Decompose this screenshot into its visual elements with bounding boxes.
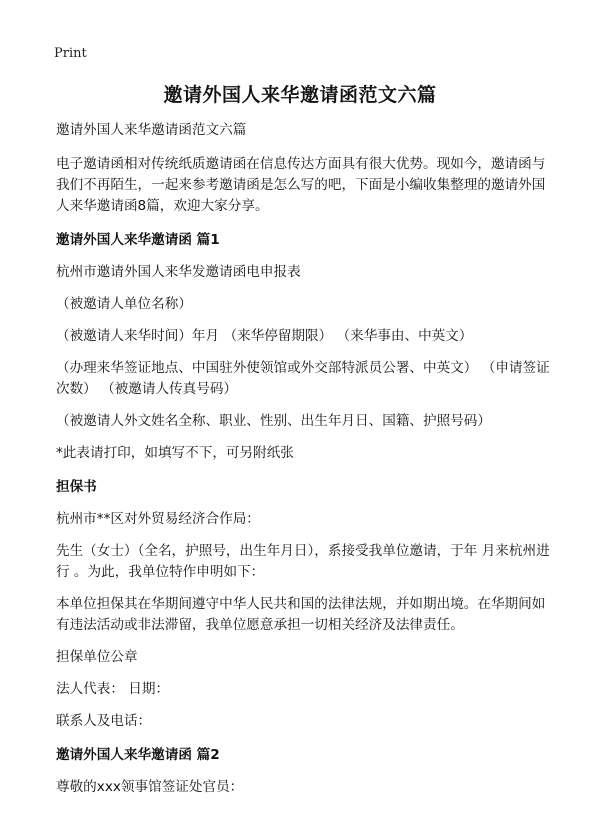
guarantee-addressee: 杭州市**区对外贸易经济合作局： <box>56 511 260 527</box>
form-line-visa: （办理来华签证地点、中国驻外使领馆或外交部特派员公署、中英文） （申请签证次数） （被邀请人传真号码） <box>56 360 550 397</box>
document-body <box>56 120 552 798</box>
intro-paragraph: 电子邀请函相对传统纸质邀请函在信息传达方面具有很大优势。现如今，邀请函与我们不再陌生，一起来参考邀请函是怎么写的吧，下面是小编收集整理的邀请外国人来华邀请函8篇，欢迎大家分享。 <box>56 156 546 214</box>
document-subtitle: 邀请外国人来华邀请函范文六篇 <box>56 122 247 138</box>
print-link[interactable]: Print <box>54 46 87 61</box>
section-heading-1: 邀请外国人来华邀请函 篇1 <box>56 232 220 248</box>
form-line-inviter: （被邀请人单位名称） <box>56 296 192 312</box>
guarantee-paragraph-1: 先生（女士）（全名，护照号，出生年月日），系接受我单位邀请，于年 月来杭州进行 。为此，我单位特作申明如下： <box>56 543 550 580</box>
guarantee-heading: 担保书 <box>56 479 97 495</box>
section2-greeting: 尊敬的xxx领事馆签证处官员： <box>56 779 244 795</box>
guarantee-contact: 联系人及电话： <box>56 713 152 729</box>
guarantee-seal: 担保单位公章 <box>56 649 138 665</box>
guarantee-paragraph-2: 本单位担保其在华期间遵守中华人民共和国的法律法规，并如期出境。在华期间如有违法活动或非法滞留，我单位愿意承担一切相关经济及法律责任。 <box>56 596 546 633</box>
form-title: 杭州市邀请外国人来华发邀请函电申报表 <box>56 264 301 280</box>
guarantee-legal-rep: 法人代表： 日期： <box>56 681 170 697</box>
page-title: 邀请外国人来华邀请函范文六篇 <box>163 84 437 106</box>
form-line-invitee: （被邀请人外文姓名全称、职业、性别、出生年月日、国籍、护照号码） <box>56 413 491 429</box>
form-note: *此表请打印，如填写不下，可另附纸张 <box>56 445 294 461</box>
form-line-time: （被邀请人来华时间）年月 （来华停留期限） （来华事由、中英文） <box>56 328 473 344</box>
section-heading-2: 邀请外国人来华邀请函 篇2 <box>56 747 220 763</box>
